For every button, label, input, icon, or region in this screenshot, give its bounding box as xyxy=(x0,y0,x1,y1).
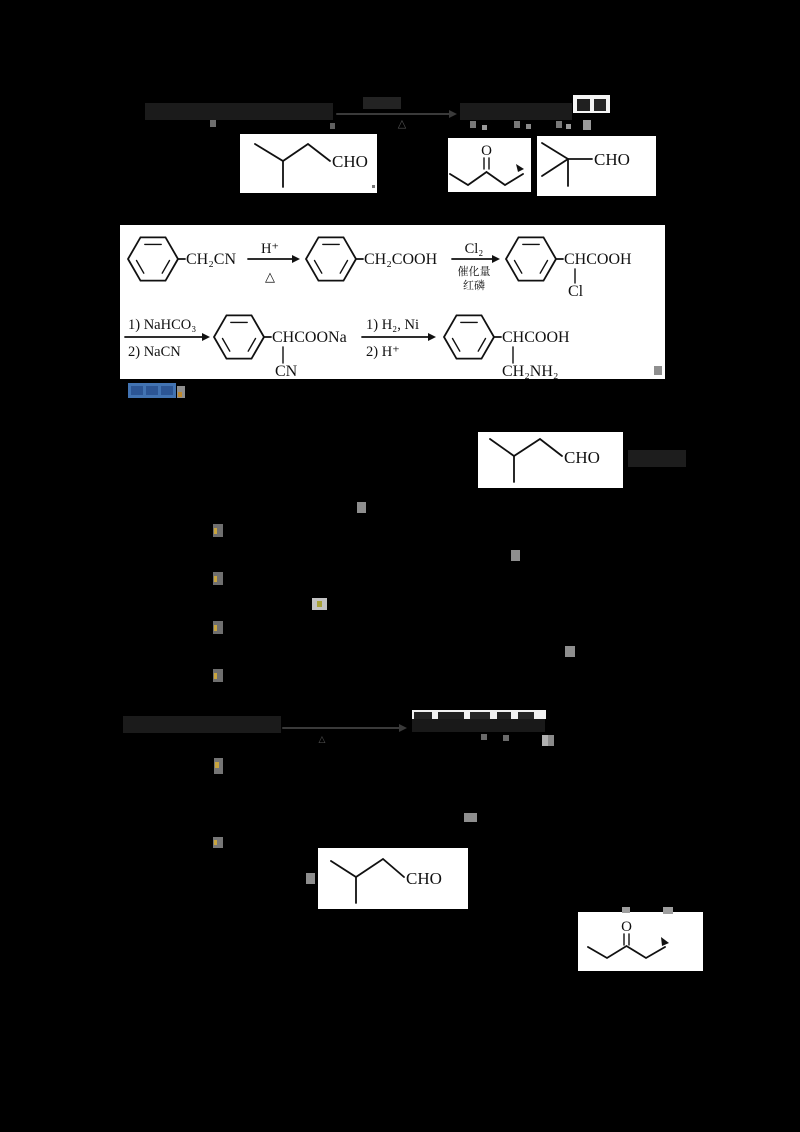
product-group: CHCOONa xyxy=(272,329,347,346)
artifact-mark xyxy=(317,601,322,607)
artifact-mark xyxy=(497,712,511,719)
artifact-mark xyxy=(514,121,520,128)
artifact-mark xyxy=(214,528,217,534)
artifact-mark xyxy=(438,712,464,719)
artifact-mark xyxy=(414,712,432,719)
artifact-mark xyxy=(214,625,217,631)
arrow-condition-below: 红磷 xyxy=(463,280,485,292)
aldehyde-2-label: CHO xyxy=(564,448,600,467)
artifact-mark xyxy=(372,185,375,188)
artifact-mark xyxy=(503,735,509,741)
artifact-mark xyxy=(594,99,606,111)
artifact-mark xyxy=(577,99,590,111)
artifact-mark xyxy=(663,907,673,914)
product-group: CHCOOH xyxy=(564,251,632,268)
artifact-mark xyxy=(583,120,591,130)
arrow-condition-below: △ xyxy=(265,269,275,284)
artifact-mark xyxy=(363,97,401,109)
substituent-label: CH₂NH₂ xyxy=(502,363,559,380)
artifact-mark xyxy=(622,907,630,913)
arrow-condition-above: H⁺ xyxy=(260,241,280,257)
artifact-mark xyxy=(526,124,531,129)
arrow-condition-below: 2) H⁺ xyxy=(366,344,400,360)
artifact-mark xyxy=(214,576,217,582)
artifact-mark xyxy=(511,550,520,561)
arrow-condition-below: 2) NaCN xyxy=(128,344,181,360)
artifact-mark xyxy=(460,103,572,120)
ketone-2-oxygen-label: O xyxy=(621,919,632,935)
artifact-mark xyxy=(412,719,545,732)
top-arrow-delta: △ xyxy=(397,118,407,130)
artifact-mark xyxy=(566,124,571,129)
artifact-mark xyxy=(214,673,217,679)
arrow-condition-above: 1) H₂, Ni xyxy=(366,317,419,333)
aldehyde-3-label: CHO xyxy=(406,869,442,888)
artifact-mark xyxy=(145,103,333,120)
artifact-mark xyxy=(470,121,476,128)
artifact-mark xyxy=(470,712,490,719)
artifact-mark xyxy=(654,366,662,375)
arrow-condition-below: 催化量 xyxy=(457,266,491,278)
artifact-mark xyxy=(178,392,182,397)
arrow-condition-above: 1) NaHCO₃ xyxy=(128,317,197,333)
pivaldehyde-label: CHO xyxy=(594,150,630,169)
mid-arrow-delta: △ xyxy=(318,734,326,744)
artifact-mark xyxy=(628,450,686,467)
reactant-group: CH₂CN xyxy=(186,251,237,268)
artifact-mark xyxy=(330,123,335,129)
substituent-label: CN xyxy=(275,363,298,380)
artifact-mark xyxy=(123,716,281,733)
substituent-label: Cl xyxy=(568,283,584,300)
artifact-mark xyxy=(215,762,219,768)
product-group: CH₂COOH xyxy=(364,251,438,268)
artifact-mark xyxy=(482,125,487,130)
product-group: CHCOOH xyxy=(502,329,570,346)
artifact-mark xyxy=(464,813,477,822)
artifact-mark xyxy=(210,120,216,127)
artifact-mark xyxy=(518,712,534,719)
artifact-mark xyxy=(481,734,487,740)
arrow-condition-above: Cl₂ xyxy=(464,241,484,257)
artifact-mark xyxy=(357,502,366,513)
artifact-mark xyxy=(214,840,217,845)
aldehyde-1-label: CHO xyxy=(332,152,368,171)
ketone-1-oxygen-label: O xyxy=(481,143,492,159)
artifact-mark xyxy=(548,735,554,746)
artifact-mark xyxy=(556,121,562,128)
artifact-mark xyxy=(565,646,575,657)
artifact-mark xyxy=(306,873,315,884)
